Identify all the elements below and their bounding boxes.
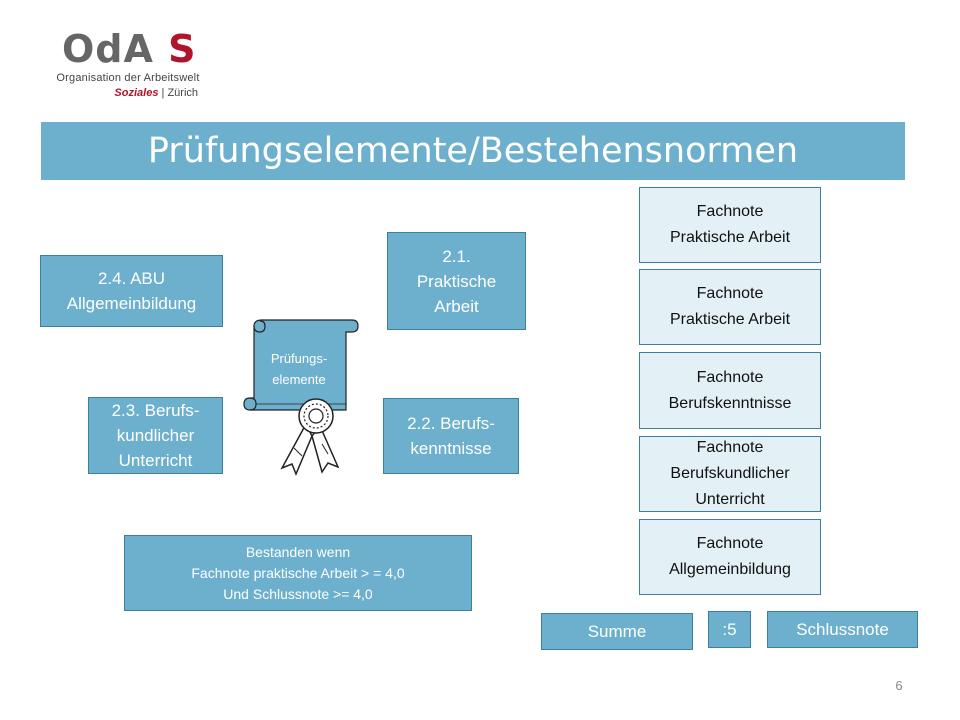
summe-label: Summe [587, 621, 647, 641]
logo-soziales: Soziales [114, 87, 159, 99]
page-title: Prüfungselemente/Bestehensnormen [147, 131, 799, 171]
fachnote-label: Fachnote Praktische Arbeit [669, 203, 791, 246]
center-label: Prüfungs- elemente [270, 351, 328, 387]
schlussnote-label: Schlussnote [796, 619, 889, 639]
award-ribbon-icon [272, 396, 354, 476]
page-number: 6 [895, 678, 903, 693]
element-berufskenntnisse-label: 2.2. Berufs- kenntnisse [407, 414, 495, 458]
logo-wordmark [62, 28, 197, 70]
divide-box [708, 611, 751, 648]
element-berufskundlicher-unterricht [88, 397, 223, 474]
element-berufsk-unterricht-label: 2.3. Berufs- kundlicher Unterricht [111, 401, 200, 470]
divide-label: :5 [722, 619, 737, 639]
condition-line-2: Fachnote praktische Arbeit > = 4,0 [191, 564, 405, 581]
fachnote-berufskenntnisse [639, 352, 821, 429]
pass-condition-box [124, 535, 472, 611]
element-praktische-label: 2.1. Praktische Arbeit [416, 246, 497, 316]
element-abu [40, 255, 223, 327]
fachnote-allgemeinbildung [639, 519, 821, 595]
fachnote-label: Fachnote Allgemeinbildung [669, 535, 791, 578]
schlussnote-box [767, 611, 918, 648]
summe-box [541, 613, 693, 650]
condition-line-1: Bestanden wenn [245, 543, 351, 560]
logo-oda: OdA [62, 27, 154, 71]
title-bar [41, 122, 905, 180]
logo-organisation: Organisation der Arbeitswelt [56, 72, 200, 84]
logo-city: Zürich [167, 87, 198, 99]
fachnote-praktische-arbeit-1 [639, 187, 821, 263]
element-berufskenntnisse [383, 398, 519, 474]
condition-line-3: Und Schlussnote >= 4,0 [223, 585, 373, 602]
logo-subline [114, 87, 198, 100]
fachnote-berufskundlicher-unterricht [639, 436, 821, 512]
fachnote-praktische-arbeit-2 [639, 269, 821, 345]
logo-s: S [168, 27, 197, 71]
fachnote-label: Fachnote Praktische Arbeit [669, 285, 791, 328]
fachnote-label: Fachnote Berufskenntnisse [668, 368, 792, 412]
oda-logo [48, 26, 208, 104]
fachnote-label: Fachnote Berufskundlicher Unterricht [670, 439, 790, 508]
element-praktische-arbeit [387, 232, 526, 330]
element-abu-label: 2.4. ABU Allgemeinbildung [66, 269, 197, 313]
logo-separator: | [158, 87, 168, 99]
